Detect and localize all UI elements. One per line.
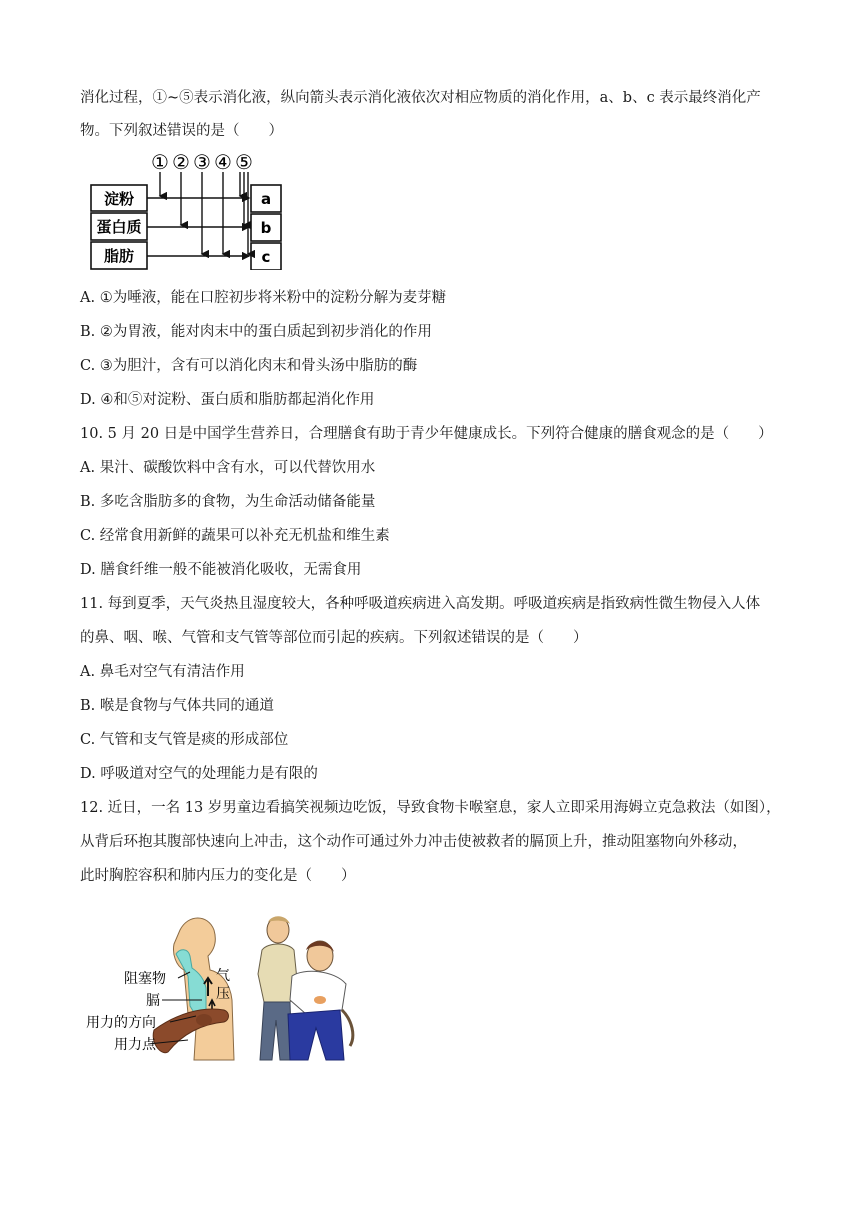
q10-option-d: D. 膳食纤维一般不能被消化吸收，无需食用 (80, 562, 362, 578)
q9-option-d: D. ④和⑤对淀粉、蛋白质和脂肪都起消化作用 (80, 392, 375, 408)
q12-stem-line3: 此时胸腔容积和肺内压力的变化是（ ） (80, 868, 356, 884)
label-force-direction: 用力的方向 (86, 1015, 156, 1031)
substance-protein: 蛋白质 (96, 218, 142, 236)
digestion-diagram (88, 150, 288, 270)
q10-option-b: B. 多吃含脂肪多的食物，为生命活动储备能量 (80, 494, 376, 510)
q10-option-c: C. 经常食用新鲜的蔬果可以补充无机盐和维生素 (80, 528, 390, 544)
label-air: 气 (216, 968, 230, 984)
label-force-point: 用力点 (114, 1037, 156, 1053)
q11-option-b: B. 喉是食物与气体共同的通道 (80, 698, 274, 714)
product-a: a (260, 190, 272, 208)
product-c: c (261, 248, 271, 266)
substance-fat: 脂肪 (103, 247, 135, 265)
q11-stem-line2: 的鼻、咽、喉、气管和支气管等部位而引起的疾病。下列叙述错误的是（ ） (80, 630, 588, 646)
q12-stem-line1: 12. 近日，一名 13 岁男童边看搞笑视频边吃饭，导致食物卡喉窒息，家人立即采用海姆立克急救法（如图）， (80, 800, 781, 816)
q11-option-d: D. 呼吸道对空气的处理能力是有限的 (80, 766, 318, 782)
q9-stem-line1: 消化过程，①~⑤表示消化液，纵向箭头表示消化液依次对相应物质的消化作用，a、b、c 表示最终消化产 (80, 90, 761, 106)
q12-stem-line2: 从背后环抱其腹部快速向上冲击，这个动作可通过外力冲击使被救者的膈顶上升，推动阻塞物向外移动， (80, 834, 747, 850)
juice-5: ⑤ (235, 150, 253, 174)
juice-1: ① (151, 150, 169, 174)
q10-stem: 10. 5 月 20 日是中国学生营养日，合理膳食有助于青少年健康成长。下列符合健康的膳食观念的是（ ） (80, 426, 773, 442)
label-pressure: 压 (216, 986, 230, 1002)
juice-4: ④ (214, 150, 232, 174)
q11-stem-line1: 11. 每到夏季，天气炎热且湿度较大，各种呼吸道疾病进入高发期。呼吸道疾病是指致病性微生物侵入人体 (80, 596, 761, 612)
label-obstruction: 阻塞物 (124, 971, 166, 987)
q9-option-c: C. ③为胆汁，含有可以消化肉末和骨头汤中脂肪的酶 (80, 358, 418, 374)
substance-starch: 淀粉 (103, 190, 135, 208)
product-b: b (260, 219, 272, 237)
label-diaphragm: 膈 (146, 993, 160, 1009)
heimlich-figure (84, 910, 364, 1070)
q10-option-a: A. 果汁、碳酸饮料中含有水，可以代替饮用水 (80, 460, 376, 476)
juice-2: ② (172, 150, 190, 174)
q11-option-c: C. 气管和支气管是痰的形成部位 (80, 732, 289, 748)
q9-stem-line2: 物。下列叙述错误的是（ ） (80, 123, 283, 139)
q11-option-a: A. 鼻毛对空气有清洁作用 (80, 664, 245, 680)
juice-3: ③ (193, 150, 211, 174)
q9-option-b: B. ②为胃液，能对肉末中的蛋白质起到初步消化的作用 (80, 324, 432, 340)
q9-option-a: A. ①为唾液，能在口腔初步将米粉中的淀粉分解为麦芽糖 (80, 290, 447, 306)
